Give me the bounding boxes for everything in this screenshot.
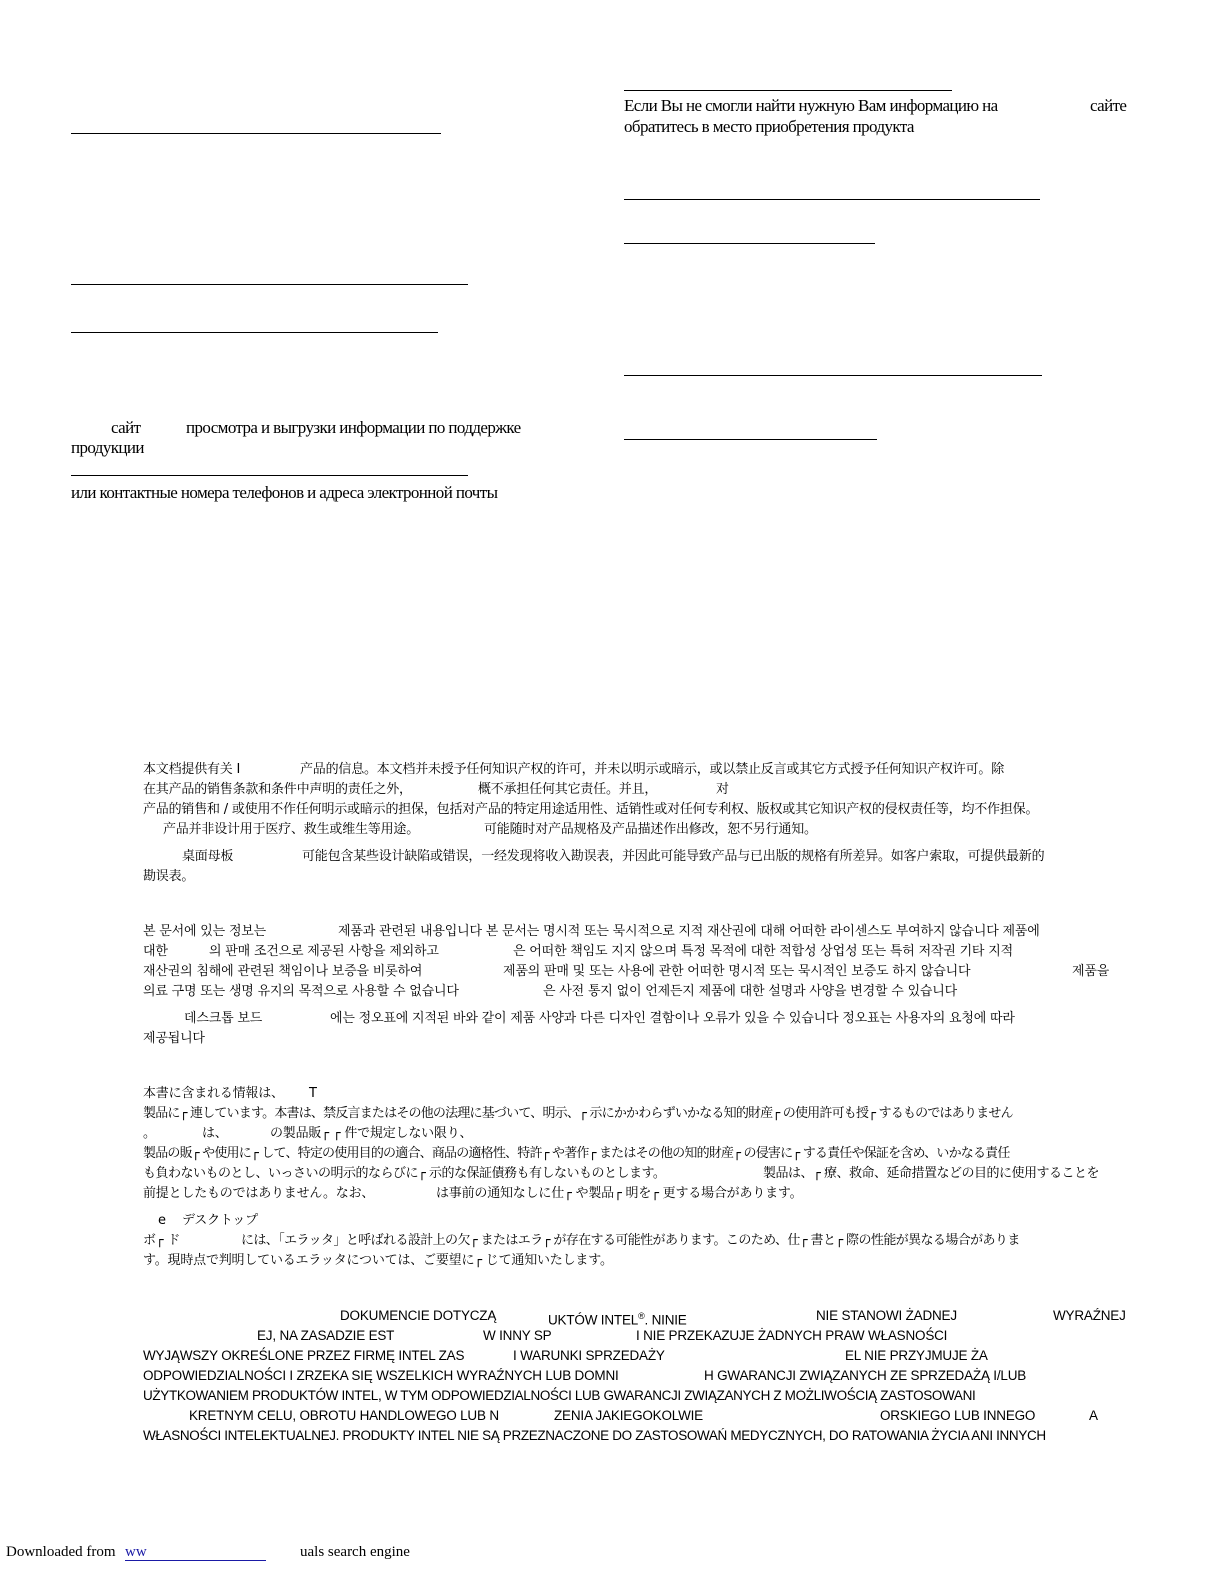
pl-line: EJ, NA ZASADZIE EST bbox=[257, 1328, 395, 1343]
pl-line: ORSKIEGO LUB INNEGO bbox=[880, 1408, 1036, 1423]
zh-line: 勘误表。 bbox=[143, 869, 195, 884]
ko-line: 은 사전 통지 없이 언제든지 제품에 대한 설명과 사양을 변경할 수 있습니다 bbox=[543, 984, 957, 999]
zh-line: 产品并非设计用于医疗、救生或维生等用途。 bbox=[163, 822, 420, 837]
ja-line: の製品販┌ ┌ 件で規定しない限り、 bbox=[270, 1126, 473, 1141]
rule bbox=[71, 133, 441, 134]
zh-line: 产品的销售和 / 或使用不作任何明示或暗示的担保，包括对产品的特定用途适用性、适销性或对任何专利权、版权或其它知识产权的侵权责任等，均不作担保。 bbox=[143, 802, 1039, 817]
ko-line: 의 판매 조건으로 제공된 사항을 제외하고 bbox=[209, 944, 439, 959]
pl-line: KRETNYM CELU, OBROTU HANDLOWEGO LUB N bbox=[189, 1408, 499, 1423]
pl-text: UKTÓW INTEL bbox=[548, 1312, 639, 1328]
ko-line: 데스크톱 보드 bbox=[184, 1011, 263, 1026]
ru-left-products: продукции bbox=[71, 438, 144, 457]
pl-line: WYJĄWSZY OKREŚLONE PRZEZ FIRMĘ INTEL ZAS bbox=[143, 1348, 465, 1363]
zh-line: 可能包含某些设计缺陷或错误，一经发现将收入勘误表，并因此可能导致产品与已出版的规格有所差异。如客户索取，可提供最新的 bbox=[302, 849, 1045, 864]
rule bbox=[624, 90, 952, 91]
ko-line: 재산권의 침해에 관련된 책임이나 보증을 비롯하여 bbox=[143, 964, 423, 979]
pl-line: W INNY SP bbox=[483, 1328, 552, 1343]
ja-line: には、「エラッタ」と呼ばれる設計上の欠┌ またはエラ┌ が存在する可能性があります。このため、仕┌ 書と┌ 際の性能が異なる場合がありま bbox=[241, 1233, 1020, 1248]
zh-line: 本文档提供有关 I bbox=[143, 762, 241, 777]
rule bbox=[71, 284, 468, 285]
footer-link-text[interactable]: ww bbox=[125, 1544, 147, 1560]
ru-left-site: сайт bbox=[111, 418, 141, 437]
pl-line: H GWARANCJI ZWIĄZANYCH ZE SPRZEDAŻĄ I/LUB bbox=[704, 1368, 1027, 1383]
ko-line: 에는 정오표에 지적된 바와 같이 제품 사양과 다른 디자인 결함이나 오류가 있을 수 있습니다 정오표는 사용자의 요청에 따라 bbox=[330, 1011, 1015, 1026]
ja-line: 製品に┌ 連しています。本書は、禁反言またはその他の法理に基づいて、明示、┌ 示にかかわらずいかなる知的財産┌ の使用許可も授┌ するものではありません bbox=[143, 1106, 1013, 1121]
zh-line: 桌面母板 bbox=[182, 849, 234, 864]
ru-contacts: или контактные номера телефонов и адреса электронной почты bbox=[71, 483, 498, 502]
ru-purchase-place: обратитесь в место приобретения продукта bbox=[624, 117, 914, 136]
pl-line: UŻYTKOWANIEM PRODUKTÓW INTEL, W TYM ODPOWIEDZIALNOŚCI LUB GWARANCJI ZWIĄZANYCH Z MOŻLIWOŚCIĄ ZASTOSOWANI bbox=[143, 1388, 976, 1403]
ja-line: は、 bbox=[202, 1126, 228, 1141]
ko-line: 의료 구명 또는 생명 유지의 목적으로 사용할 수 없습니다 bbox=[143, 984, 459, 999]
ko-line: 제품의 판매 및 또는 사용에 관한 어떠한 명시적 또는 묵시적인 보증도 하지 않습니다 bbox=[503, 964, 971, 979]
ja-line: 前提としたものではありません。なお、 bbox=[143, 1186, 375, 1201]
rule bbox=[624, 375, 1042, 376]
ko-line: 제품을 bbox=[1072, 964, 1110, 979]
pl-line: ZENIA JAKIEGOKOLWIE bbox=[554, 1408, 703, 1423]
zh-line: 概不承担任何其它责任。并且， bbox=[478, 782, 658, 797]
pl-line: I WARUNKI SPRZEDAŻY bbox=[513, 1348, 665, 1363]
rule bbox=[71, 332, 438, 333]
pl-line: ODPOWIEDZIALNOŚCI I ZRZEKA SIĘ WSZELKICH WYRAŹNYCH LUB DOMNI bbox=[143, 1368, 619, 1383]
ko-line: 은 어떠한 책임도 지지 않으며 특정 목적에 대한 적합성 상업성 또는 특허 저작권 기타 지적 bbox=[513, 944, 1013, 959]
ja-line: は事前の通知なしに仕┌ や製品┌ 明を┌ 更する場合があります。 bbox=[436, 1186, 803, 1201]
ru-left-support: просмотра и выгрузки информации по поддержке bbox=[186, 418, 521, 437]
footer-link[interactable] bbox=[125, 1543, 266, 1561]
pl-line: WŁASNOŚCI INTELEKTUALNEJ. PRODUKTY INTEL NIE SĄ PRZEZNACZONE DO ZASTOSOWAŃ MEDYCZNYCH, DO RATOWANIA ŻYCIA ANI INNYCH bbox=[143, 1428, 1046, 1443]
pl-text: . NINIE bbox=[644, 1312, 687, 1328]
ko-line: 제품과 관련된 내용입니다 본 문서는 명시적 또는 묵시적으로 지적 재산권에 대해 어떠한 라이센스도 부여하지 않습니다 제품에 bbox=[338, 924, 1040, 939]
zh-line: 在其产品的销售条款和条件中声明的责任之外， bbox=[143, 782, 412, 797]
pl-line: I NIE PRZEKAZUJE ŻADNYCH PRAW WŁASNOŚCI bbox=[636, 1328, 948, 1343]
pl-line: WYRAŹNEJ bbox=[1053, 1308, 1126, 1323]
ko-line: 본 문서에 있는 정보는 bbox=[143, 924, 267, 939]
ja-line: 製品は、┌ 療、救命、延命措置などの目的に使用することを bbox=[763, 1166, 1099, 1181]
zh-line: 对 bbox=[716, 782, 729, 797]
ja-line: T bbox=[309, 1086, 317, 1101]
ru-info-text: Если Вы не смогли найти нужную Вам информацию на bbox=[624, 96, 998, 115]
ja-line: デスクトップ bbox=[182, 1213, 258, 1228]
ja-line: 製品の販┌ や使用に┌ して、特定の使用目的の適合、商品の適格性、特許┌ や著作┌ またはその他の知的財産┌ の侵害に┌ する責任や保証を含め、いかなる責任 bbox=[143, 1146, 1010, 1161]
ko-line: 제공됩니다 bbox=[143, 1031, 205, 1046]
ja-line: 本書に含まれる情報は、 bbox=[143, 1086, 284, 1101]
ja-line: 。 bbox=[143, 1126, 156, 1141]
pl-line: EL NIE PRZYJMUJE ŻA bbox=[845, 1348, 988, 1363]
rule bbox=[624, 199, 1040, 200]
ja-line: も負わないものとし、いっさいの明示的ならびに┌ 示的な保証債務も有しないものとします。 bbox=[143, 1166, 666, 1181]
ko-line: 대한 bbox=[143, 944, 168, 959]
rule bbox=[71, 475, 468, 476]
pl-line: DOKUMENCIE DOTYCZĄ bbox=[340, 1308, 497, 1323]
rule bbox=[624, 439, 877, 440]
zh-line: 产品的信息。本文档并未授予任何知识产权的许可，并未以明示或暗示，或以禁止反言或其它方式授予任何知识产权许可。除 bbox=[300, 762, 1005, 777]
zh-line: 可能随时对产品规格及产品描述作出修改，恕不另行通知。 bbox=[484, 822, 817, 837]
ja-line: す。現時点で判明しているエラッタについては、ご要望に┌ じて通知いたします。 bbox=[143, 1253, 613, 1268]
rule bbox=[624, 243, 875, 244]
footer-prefix: Downloaded from bbox=[6, 1544, 116, 1560]
pl-line: A bbox=[1089, 1408, 1098, 1423]
footer-suffix: uals search engine bbox=[300, 1544, 410, 1560]
registered-mark: ® bbox=[638, 1311, 645, 1321]
ja-line: ボ┌ ド bbox=[143, 1233, 181, 1248]
ru-site-word: сайте bbox=[1090, 96, 1127, 115]
ja-line: e bbox=[158, 1213, 166, 1228]
pl-line: NIE STANOWI ŻADNEJ bbox=[816, 1308, 957, 1323]
